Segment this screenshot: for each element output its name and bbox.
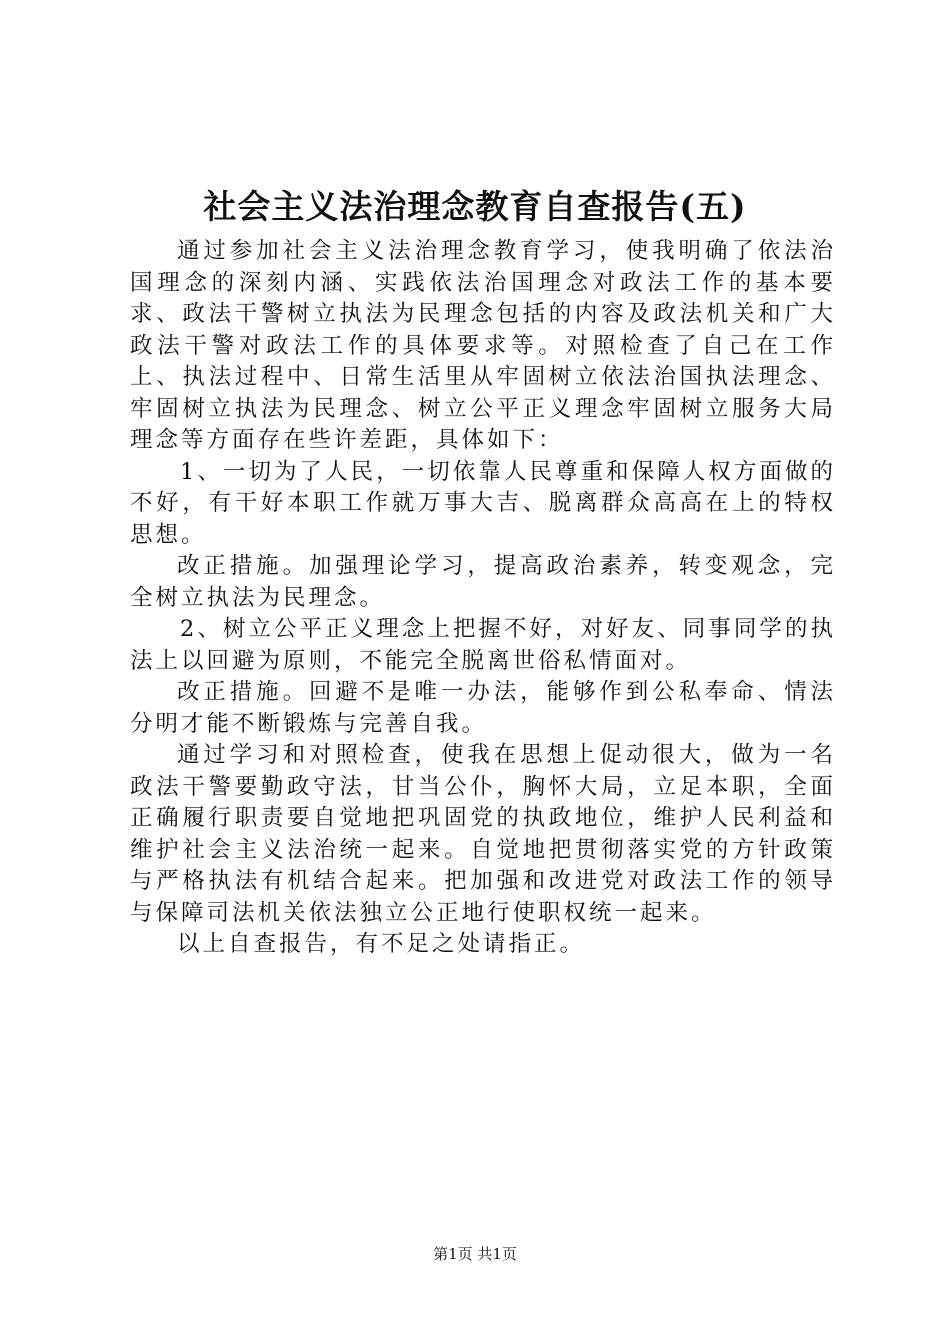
paragraph-closing: 以上自查报告，有不足之处请指正。 xyxy=(177,931,586,957)
paragraph-item-2: 2、树立公平正义理念上把握不好，对好友、同事同学的执法上以回避为原则，不能完全脱离世俗私情面对。 xyxy=(130,616,836,674)
paragraph-summary: 通过学习和对照检查，使我在思想上促动很大，做为一名政法干警要勤政守法，甘当公仆，胸怀大局，立足本职，全面正确履行职责要自觉地把巩固党的执政地位，维护人民利益和维护社会主义法治统一起来。自觉地把贯彻落实党的方针政策与严格执法有机结合起来。把加强和改进党对政法工作的领导与保障司法机关依法独立公正地行使职权统一起来。 xyxy=(130,742,836,926)
paragraph-correction-2: 改正措施。回避不是唯一办法，能够作到公私奉命、情法分明才能不断锻炼与完善自我。 xyxy=(130,679,836,737)
paragraph-correction-1: 改正措施。加强理论学习，提高政治素养，转变观念，完全树立执法为民理念。 xyxy=(130,553,836,611)
document-body xyxy=(130,236,836,961)
page-footer: 第1页 共1页 xyxy=(433,1245,517,1263)
paragraph-intro: 通过参加社会主义法治理念教育学习，使我明确了依法治国理念的深刻内涵、实践依法治国理念对政法工作的基本要求、政法干警树立执法为民理念包括的内容及政法机关和广大政法干警对政法工作的具体要求等。对照检查了自己在工作上、执法过程中、日常生活里从牢固树立依法治国执法理念、牢固树立执法为民理念、树立公平正义理念牢固树立服务大局理念等方面存在些许差距，具体如下： xyxy=(130,238,836,453)
paragraph-item-1: 1、一切为了人民，一切依靠人民尊重和保障人权方面做的不好，有干好本职工作就万事大吉、脱离群众高高在上的特权思想。 xyxy=(130,458,836,548)
document-title: 社会主义法治理念教育自查报告(五) xyxy=(203,187,747,226)
